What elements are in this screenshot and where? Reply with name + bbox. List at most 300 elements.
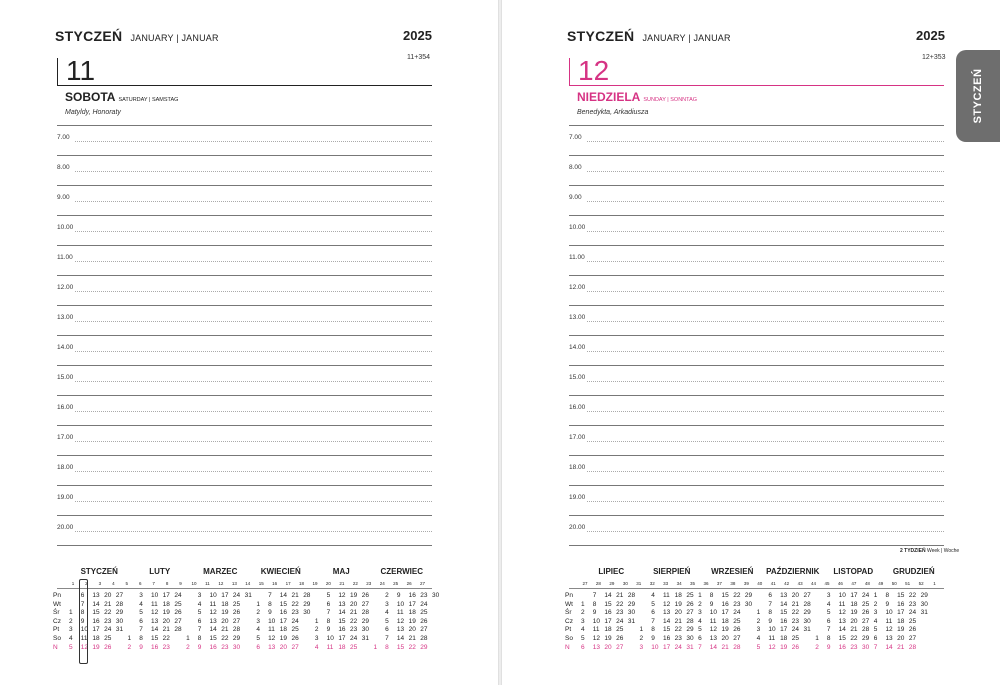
calendar-day[interactable]: 10 [396, 600, 405, 608]
calendar-day[interactable]: 18 [780, 635, 788, 642]
calendar-day[interactable]: 8 [139, 635, 143, 642]
calendar-day[interactable]: 9 [651, 635, 655, 642]
calendar-day[interactable]: 28 [733, 643, 741, 651]
calendar-day[interactable]: 22 [733, 592, 741, 599]
calendar-day[interactable]: 29 [627, 600, 636, 608]
calendar-day[interactable]: 3 [139, 592, 143, 599]
calendar-day[interactable]: 2 [127, 643, 132, 651]
calendar-day[interactable]: 27 [862, 617, 870, 625]
calendar-day[interactable]: 14 [604, 592, 612, 599]
calendar-day[interactable]: 6 [698, 635, 702, 642]
calendar-day[interactable]: 24 [291, 617, 299, 625]
calendar-day[interactable]: 28 [174, 626, 182, 634]
hour-rule[interactable] [57, 335, 432, 336]
calendar-day[interactable]: 6 [197, 617, 202, 625]
calendar-day[interactable]: 30 [303, 609, 311, 617]
calendar-day[interactable]: 10 [651, 643, 659, 651]
calendar-day[interactable]: 16 [279, 609, 287, 617]
calendar-day[interactable]: 9 [709, 600, 714, 608]
calendar-day[interactable]: 3 [639, 643, 644, 651]
month-tab[interactable] [956, 50, 1000, 142]
calendar-day[interactable]: 6 [873, 635, 878, 642]
calendar-day[interactable]: 28 [420, 635, 428, 642]
calendar-day[interactable]: 2 [873, 600, 878, 608]
calendar-day[interactable]: 13 [885, 635, 893, 642]
calendar-day[interactable]: 11 [768, 635, 776, 642]
calendar-day[interactable]: 13 [662, 609, 671, 617]
calendar-day[interactable]: 20 [897, 635, 905, 642]
calendar-day[interactable]: 27 [908, 635, 917, 642]
hour-rule[interactable] [57, 215, 432, 216]
calendar-day[interactable]: 24 [733, 609, 741, 617]
calendar-day[interactable]: 20 [674, 609, 682, 617]
calendar-day[interactable]: 26 [361, 592, 369, 599]
calendar-day[interactable]: 12 [80, 643, 88, 651]
calendar-day[interactable]: 29 [361, 617, 369, 625]
calendar-day[interactable]: 9 [592, 609, 597, 617]
calendar-day[interactable]: 4 [139, 600, 143, 608]
calendar-day[interactable]: 15 [209, 635, 217, 642]
calendar-day[interactable]: 20 [850, 617, 858, 625]
calendar-day[interactable]: 29 [303, 600, 311, 608]
calendar-day[interactable]: 12 [662, 600, 671, 608]
calendar-day[interactable]: 8 [826, 635, 831, 642]
calendar-day[interactable]: 19 [221, 609, 229, 617]
calendar-day[interactable]: 29 [232, 635, 241, 642]
calendar-day[interactable]: 28 [803, 600, 811, 608]
calendar-day[interactable]: 10 [709, 609, 718, 617]
calendar-day[interactable]: 9 [139, 643, 143, 651]
calendar-day[interactable]: 20 [408, 626, 416, 634]
calendar-day[interactable]: 10 [209, 592, 217, 599]
calendar-day[interactable]: 17 [662, 643, 671, 651]
calendar-day[interactable]: 1 [314, 617, 319, 625]
calendar-day[interactable]: 19 [408, 617, 416, 625]
calendar-day[interactable]: 10 [885, 609, 893, 617]
calendar-day[interactable]: 4 [581, 626, 585, 634]
hour-rule[interactable] [569, 185, 944, 186]
calendar-day[interactable]: 20 [350, 600, 358, 608]
calendar-day[interactable]: 9 [885, 600, 890, 608]
calendar-day[interactable]: 7 [768, 600, 772, 608]
hour-rule[interactable] [569, 335, 944, 336]
calendar-day[interactable]: 13 [592, 643, 600, 651]
calendar-day[interactable]: 11 [80, 635, 88, 642]
calendar-day[interactable]: 5 [756, 643, 761, 651]
calendar-day[interactable]: 24 [420, 600, 428, 608]
calendar-day[interactable]: 12 [268, 635, 276, 642]
calendar-day[interactable]: 24 [104, 626, 112, 634]
calendar-day[interactable]: 15 [338, 617, 346, 625]
calendar-day[interactable]: 29 [920, 592, 928, 599]
calendar-day[interactable]: 13 [150, 617, 159, 625]
calendar-day[interactable]: 5 [873, 626, 878, 634]
calendar-day[interactable]: 3 [256, 617, 260, 625]
calendar-day[interactable]: 25 [616, 626, 624, 634]
calendar-day[interactable]: 19 [897, 626, 905, 634]
calendar-day[interactable]: 12 [209, 609, 217, 617]
calendar-day[interactable]: 12 [885, 626, 893, 634]
calendar-day[interactable]: 14 [396, 635, 405, 642]
calendar-day[interactable]: 18 [897, 617, 905, 625]
calendar-day[interactable]: 17 [604, 617, 612, 625]
calendar-day[interactable]: 13 [209, 617, 217, 625]
calendar-day[interactable]: 15 [92, 609, 100, 617]
calendar-day[interactable]: 8 [326, 617, 331, 625]
calendar-day[interactable]: 12 [709, 626, 718, 634]
calendar-day[interactable]: 8 [592, 600, 597, 608]
calendar-day[interactable]: 21 [221, 626, 229, 634]
calendar-day[interactable]: 16 [150, 643, 159, 651]
calendar-day[interactable]: 4 [385, 609, 389, 617]
calendar-day[interactable]: 26 [791, 643, 799, 651]
calendar-day[interactable]: 24 [174, 592, 182, 599]
calendar-day[interactable]: 2 [256, 609, 260, 617]
calendar-day[interactable]: 5 [139, 609, 143, 617]
calendar-day[interactable]: 25 [174, 600, 182, 608]
calendar-day[interactable]: 22 [791, 609, 799, 617]
calendar-day[interactable]: 8 [197, 635, 202, 642]
calendar-day[interactable]: 7 [826, 626, 831, 634]
calendar-day[interactable]: 15 [721, 592, 729, 599]
calendar-day[interactable]: 27 [733, 635, 741, 642]
calendar-day[interactable]: 23 [850, 643, 858, 651]
calendar-day[interactable]: 3 [69, 626, 73, 634]
calendar-day[interactable]: 14 [279, 592, 287, 599]
calendar-day[interactable]: 1 [581, 600, 585, 608]
calendar-day[interactable]: 19 [350, 592, 358, 599]
calendar-day[interactable]: 13 [709, 635, 718, 642]
calendar-day[interactable]: 12 [592, 635, 600, 642]
calendar-day[interactable]: 29 [115, 609, 124, 617]
calendar-day[interactable]: 18 [674, 592, 682, 599]
calendar-day[interactable]: 28 [627, 592, 636, 599]
calendar-day[interactable]: 9 [768, 617, 772, 625]
calendar-day[interactable]: 24 [616, 617, 624, 625]
calendar-day[interactable]: 2 [314, 626, 319, 634]
calendar-day[interactable]: 19 [850, 609, 858, 617]
hour-rule[interactable] [57, 395, 432, 396]
calendar-day[interactable]: 16 [209, 643, 217, 651]
calendar-day[interactable]: 7 [80, 600, 85, 608]
calendar-day[interactable]: 27 [803, 592, 811, 599]
calendar-day[interactable]: 16 [338, 626, 346, 634]
calendar-day[interactable]: 25 [908, 617, 917, 625]
calendar-day[interactable]: 11 [209, 600, 217, 608]
calendar-day[interactable]: 3 [314, 635, 319, 642]
calendar-day[interactable]: 16 [604, 609, 612, 617]
calendar-day[interactable]: 7 [873, 643, 878, 651]
calendar-day[interactable]: 17 [721, 609, 729, 617]
calendar-day[interactable]: 5 [385, 617, 389, 625]
calendar-day[interactable]: 16 [897, 600, 905, 608]
calendar-day[interactable]: 31 [627, 617, 636, 625]
calendar-day[interactable]: 19 [674, 600, 682, 608]
calendar-day[interactable]: 18 [221, 600, 229, 608]
calendar-day[interactable]: 21 [350, 609, 358, 617]
calendar-day[interactable]: 23 [908, 600, 917, 608]
calendar-day[interactable]: 22 [908, 592, 917, 599]
calendar-day[interactable]: 6 [139, 617, 143, 625]
hour-rule[interactable] [569, 395, 944, 396]
calendar-day[interactable]: 18 [162, 600, 170, 608]
calendar-day[interactable]: 29 [744, 592, 753, 599]
calendar-day[interactable]: 30 [920, 600, 928, 608]
calendar-day[interactable]: 18 [850, 600, 858, 608]
calendar-day[interactable]: 11 [662, 592, 670, 599]
calendar-day[interactable]: 14 [92, 600, 100, 608]
calendar-day[interactable]: 3 [698, 609, 702, 617]
calendar-day[interactable]: 23 [221, 643, 229, 651]
calendar-day[interactable]: 5 [326, 592, 331, 599]
calendar-day[interactable]: 19 [780, 643, 788, 651]
hour-rule[interactable] [569, 365, 944, 366]
calendar-day[interactable]: 17 [897, 609, 905, 617]
hour-rule[interactable] [569, 155, 944, 156]
calendar-day[interactable]: 23 [791, 617, 799, 625]
calendar-day[interactable]: 11 [268, 626, 275, 634]
hour-rule[interactable] [57, 305, 432, 306]
calendar-day[interactable]: 23 [733, 600, 741, 608]
calendar-day[interactable]: 6 [80, 592, 85, 599]
calendar-day[interactable]: 8 [768, 609, 772, 617]
calendar-day[interactable]: 23 [104, 617, 112, 625]
calendar-day[interactable]: 25 [420, 609, 428, 617]
calendar-day[interactable]: 30 [686, 635, 694, 642]
calendar-day[interactable]: 11 [709, 617, 717, 625]
hour-rule[interactable] [57, 485, 432, 486]
calendar-day[interactable]: 30 [803, 617, 811, 625]
hour-rule[interactable] [57, 515, 432, 516]
calendar-day[interactable]: 11 [326, 643, 334, 651]
calendar-day[interactable]: 7 [592, 592, 597, 599]
calendar-day[interactable]: 30 [361, 626, 369, 634]
calendar-day[interactable]: 4 [256, 626, 260, 634]
hour-rule[interactable] [569, 485, 944, 486]
calendar-day[interactable]: 9 [826, 643, 831, 651]
calendar-day[interactable]: 11 [885, 617, 893, 625]
calendar-day[interactable]: 2 [69, 617, 73, 625]
calendar-day[interactable]: 21 [162, 626, 170, 634]
calendar-day[interactable]: 27 [291, 643, 299, 651]
hour-rule[interactable] [57, 365, 432, 366]
calendar-day[interactable]: 3 [581, 617, 585, 625]
calendar-day[interactable]: 6 [651, 609, 655, 617]
calendar-day[interactable]: 3 [385, 600, 389, 608]
calendar-day[interactable]: 30 [432, 592, 440, 599]
calendar-day[interactable]: 29 [803, 609, 811, 617]
calendar-day[interactable]: 13 [92, 592, 100, 599]
calendar-day[interactable]: 17 [408, 600, 416, 608]
calendar-day[interactable]: 14 [838, 626, 846, 634]
calendar-day[interactable]: 3 [873, 609, 878, 617]
hour-rule[interactable] [57, 275, 432, 276]
calendar-day[interactable]: 10 [150, 592, 159, 599]
calendar-day[interactable]: 14 [209, 626, 217, 634]
calendar-day[interactable]: 19 [721, 626, 729, 634]
calendar-day[interactable]: 29 [862, 635, 870, 642]
hour-rule[interactable] [57, 245, 432, 246]
calendar-day[interactable]: 9 [396, 592, 401, 599]
calendar-day[interactable]: 7 [139, 626, 143, 634]
calendar-day[interactable]: 12 [338, 592, 346, 599]
calendar-day[interactable]: 26 [862, 609, 870, 617]
calendar-day[interactable]: 12 [396, 617, 405, 625]
calendar-day[interactable]: 14 [780, 600, 788, 608]
calendar-day[interactable]: 17 [279, 617, 287, 625]
calendar-day[interactable]: 5 [826, 609, 831, 617]
calendar-day[interactable]: 23 [162, 643, 170, 651]
calendar-day[interactable]: 14 [662, 617, 671, 625]
calendar-day[interactable]: 2 [385, 592, 389, 599]
calendar-day[interactable]: 15 [279, 600, 287, 608]
calendar-day[interactable]: 21 [674, 617, 682, 625]
calendar-day[interactable]: 26 [232, 609, 241, 617]
calendar-day[interactable]: 27 [174, 617, 182, 625]
hour-rule[interactable] [569, 305, 944, 306]
calendar-day[interactable]: 26 [686, 600, 694, 608]
calendar-day[interactable]: 15 [897, 592, 905, 599]
calendar-day[interactable]: 15 [396, 643, 405, 651]
calendar-day[interactable]: 2 [815, 643, 819, 651]
calendar-day[interactable]: 17 [780, 626, 788, 634]
calendar-day[interactable]: 5 [651, 600, 655, 608]
calendar-day[interactable]: 25 [291, 626, 299, 634]
calendar-day[interactable]: 6 [768, 592, 772, 599]
calendar-day[interactable]: 31 [115, 626, 124, 634]
calendar-day[interactable]: 21 [408, 635, 416, 642]
calendar-day[interactable]: 9 [197, 643, 202, 651]
calendar-day[interactable]: 31 [686, 643, 694, 651]
calendar-day[interactable]: 20 [221, 617, 229, 625]
calendar-day[interactable]: 5 [256, 635, 260, 642]
calendar-day[interactable]: 28 [862, 626, 870, 634]
calendar-day[interactable]: 31 [803, 626, 811, 634]
hour-rule[interactable] [57, 425, 432, 426]
calendar-day[interactable]: 7 [651, 617, 655, 625]
calendar-day[interactable]: 31 [244, 592, 252, 599]
calendar-day[interactable]: 6 [256, 643, 260, 651]
calendar-day[interactable]: 21 [897, 643, 905, 651]
calendar-day[interactable]: 30 [115, 617, 124, 625]
calendar-day[interactable]: 11 [838, 600, 846, 608]
calendar-day[interactable]: 31 [361, 635, 369, 642]
calendar-day[interactable]: 14 [338, 609, 346, 617]
calendar-day[interactable]: 4 [826, 600, 831, 608]
calendar-day[interactable]: 25 [733, 617, 741, 625]
calendar-day[interactable]: 30 [744, 600, 753, 608]
calendar-day[interactable]: 22 [291, 600, 299, 608]
calendar-day[interactable]: 23 [420, 592, 428, 599]
calendar-day[interactable]: 27 [361, 600, 369, 608]
calendar-day[interactable]: 19 [604, 635, 612, 642]
calendar-day[interactable]: 18 [721, 617, 729, 625]
calendar-day[interactable]: 21 [850, 626, 858, 634]
calendar-day[interactable]: 11 [396, 609, 404, 617]
calendar-day[interactable]: 8 [385, 643, 389, 651]
hour-rule[interactable] [57, 155, 432, 156]
calendar-day[interactable]: 1 [756, 609, 761, 617]
calendar-day[interactable]: 25 [791, 635, 799, 642]
calendar-day[interactable]: 10 [768, 626, 776, 634]
calendar-day[interactable]: 20 [104, 592, 112, 599]
calendar-day[interactable]: 30 [862, 643, 870, 651]
calendar-day[interactable]: 18 [279, 626, 287, 634]
calendar-day[interactable]: 5 [69, 643, 73, 651]
calendar-day[interactable]: 25 [104, 635, 112, 642]
calendar-day[interactable]: 4 [651, 592, 655, 599]
calendar-day[interactable]: 26 [291, 635, 299, 642]
calendar-day[interactable]: 13 [780, 592, 788, 599]
calendar-day[interactable]: 19 [279, 635, 287, 642]
calendar-day[interactable]: 9 [326, 626, 331, 634]
calendar-day[interactable]: 8 [80, 609, 85, 617]
calendar-day[interactable]: 30 [232, 643, 241, 651]
calendar-day[interactable]: 8 [709, 592, 714, 599]
hour-rule[interactable] [569, 425, 944, 426]
calendar-day[interactable]: 11 [150, 600, 158, 608]
calendar-day[interactable]: 17 [850, 592, 858, 599]
hour-rule[interactable] [569, 545, 944, 546]
calendar-day[interactable]: 22 [104, 609, 112, 617]
calendar-day[interactable]: 12 [838, 609, 846, 617]
calendar-day[interactable]: 20 [162, 617, 170, 625]
calendar-day[interactable]: 19 [162, 609, 170, 617]
calendar-day[interactable]: 22 [221, 635, 229, 642]
calendar-day[interactable]: 2 [639, 635, 644, 642]
calendar-day[interactable]: 10 [592, 617, 600, 625]
calendar-day[interactable]: 4 [698, 617, 702, 625]
calendar-day[interactable]: 13 [338, 600, 346, 608]
calendar-day[interactable]: 4 [756, 635, 761, 642]
calendar-day[interactable]: 6 [581, 643, 585, 651]
calendar-day[interactable]: 22 [850, 635, 858, 642]
calendar-day[interactable]: 24 [791, 626, 799, 634]
calendar-day[interactable]: 6 [826, 617, 831, 625]
calendar-day[interactable]: 16 [408, 592, 416, 599]
calendar-day[interactable]: 23 [616, 609, 624, 617]
calendar-day[interactable]: 24 [232, 592, 241, 599]
calendar-day[interactable]: 17 [92, 626, 100, 634]
calendar-day[interactable]: 21 [291, 592, 299, 599]
calendar-day[interactable]: 13 [396, 626, 405, 634]
calendar-day[interactable]: 25 [350, 643, 358, 651]
calendar-day[interactable]: 18 [604, 626, 612, 634]
calendar-day[interactable]: 31 [920, 609, 928, 617]
calendar-day[interactable]: 16 [92, 617, 100, 625]
calendar-day[interactable]: 5 [698, 626, 702, 634]
calendar-day[interactable]: 1 [698, 592, 702, 599]
calendar-day[interactable]: 22 [616, 600, 624, 608]
calendar-day[interactable]: 3 [197, 592, 202, 599]
calendar-day[interactable]: 17 [162, 592, 170, 599]
calendar-day[interactable]: 13 [838, 617, 846, 625]
calendar-day[interactable]: 6 [326, 600, 331, 608]
calendar-day[interactable]: 21 [721, 643, 729, 651]
calendar-day[interactable]: 4 [69, 635, 73, 642]
calendar-day[interactable]: 10 [326, 635, 334, 642]
calendar-day[interactable]: 2 [581, 609, 585, 617]
calendar-day[interactable]: 24 [862, 592, 870, 599]
calendar-day[interactable]: 20 [279, 643, 287, 651]
calendar-day[interactable]: 10 [838, 592, 846, 599]
calendar-day[interactable]: 26 [420, 617, 428, 625]
calendar-day[interactable]: 26 [174, 609, 182, 617]
calendar-day[interactable]: 6 [385, 626, 389, 634]
calendar-day[interactable]: 29 [686, 626, 694, 634]
calendar-day[interactable]: 9 [80, 617, 85, 625]
calendar-day[interactable]: 3 [756, 626, 761, 634]
